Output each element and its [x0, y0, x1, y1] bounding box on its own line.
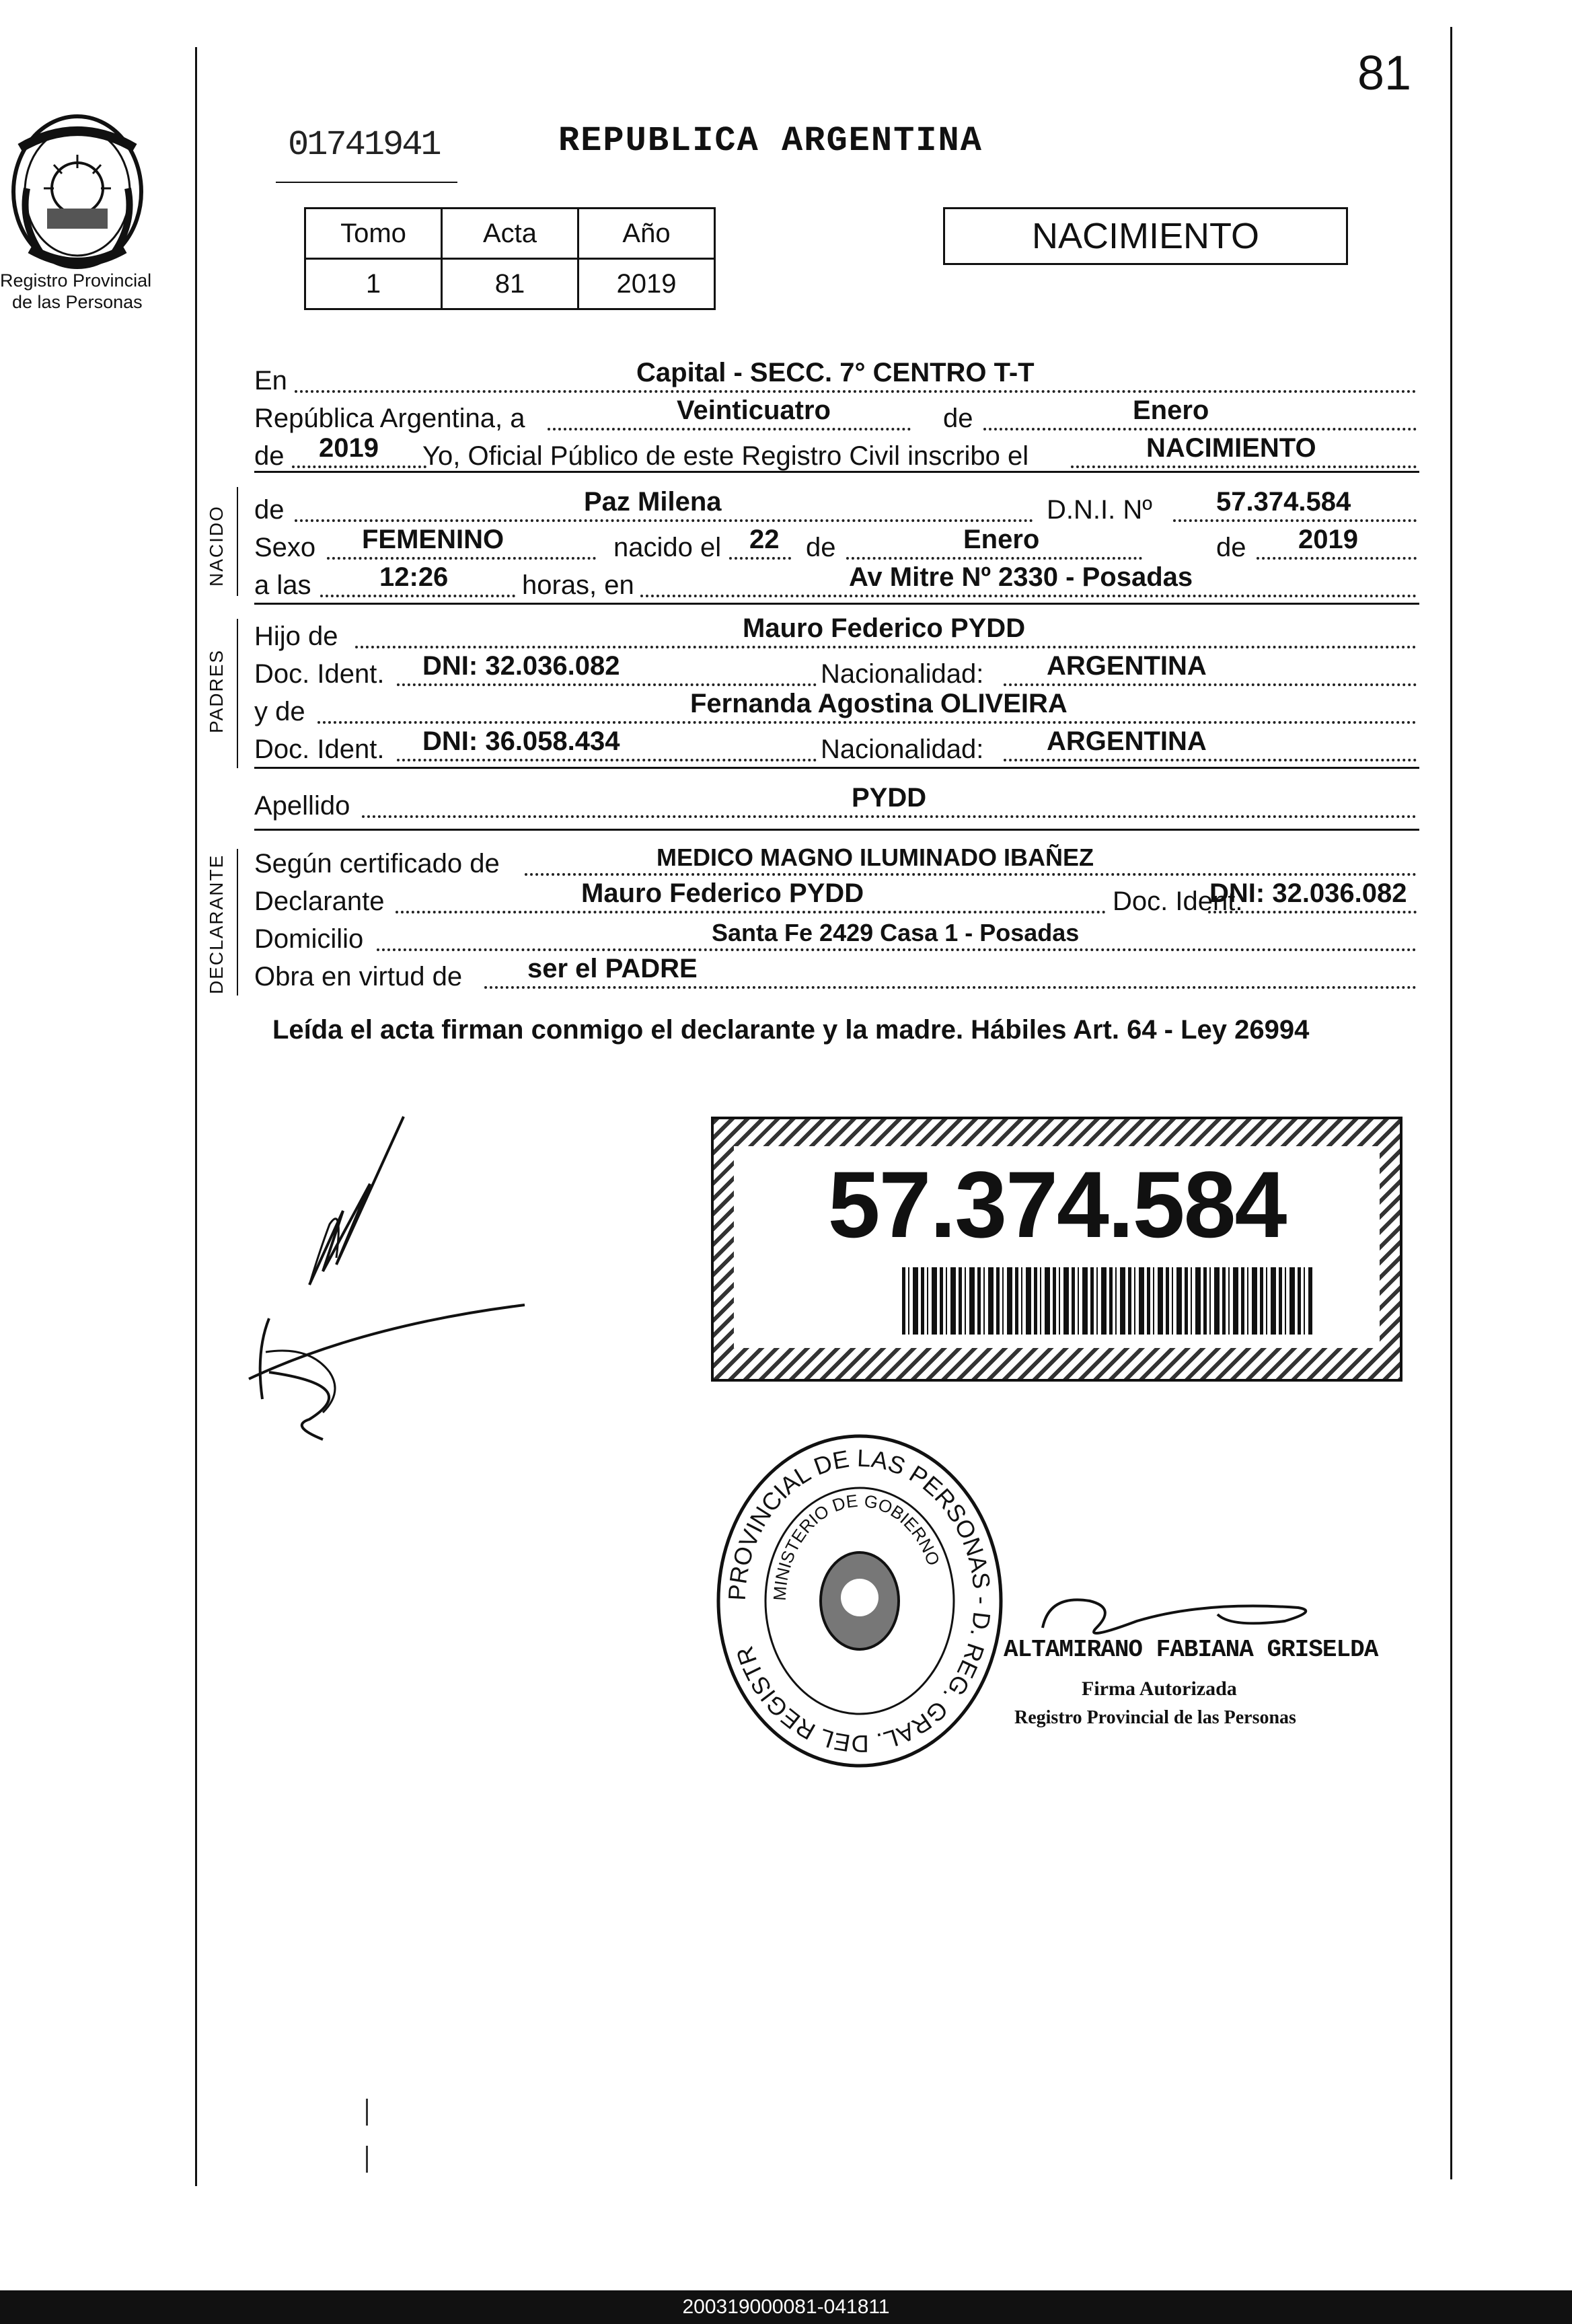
row-nacido-sexo: [254, 525, 1418, 562]
value-child-name: Paz Milena: [584, 487, 722, 517]
label-doc-ident3: Doc. Ident.: [1113, 887, 1243, 916]
label-en: En: [254, 366, 287, 396]
row-republica: [254, 396, 1418, 433]
row-y-de: [254, 689, 1418, 726]
row-domicilio: [254, 916, 1418, 954]
section-divider: [254, 471, 1419, 473]
dotted-line: [484, 986, 1417, 989]
table-value-acta: 81: [442, 259, 578, 309]
table-header-acta: Acta: [442, 209, 578, 259]
value-month: Enero: [1133, 396, 1209, 425]
dotted-line: [396, 911, 1106, 913]
value-mother-nationality: ARGENTINA: [1047, 726, 1207, 756]
label-a-las: a las: [254, 570, 311, 600]
row-certificado: [254, 841, 1418, 878]
dni-barcode: [902, 1267, 1312, 1335]
left-border-line: [195, 47, 197, 2186]
value-year: 2019: [319, 433, 379, 463]
value-address: Santa Fe 2429 Casa 1 - Posadas: [712, 919, 1080, 946]
table-value-ano: 2019: [578, 259, 715, 309]
serial-underline: [276, 182, 457, 183]
value-father-name: Mauro Federico PYDD: [743, 613, 1026, 643]
value-mother-doc: DNI: 36.058.434: [422, 726, 620, 756]
country-title: REPUBLICA ARGENTINA: [558, 121, 983, 161]
value-inscription-type: NACIMIENTO: [1146, 433, 1316, 463]
label-y-de: y de: [254, 697, 305, 726]
dni-badge-inner: [734, 1146, 1380, 1348]
dotted-line: [397, 759, 817, 761]
dotted-line: [295, 519, 1033, 522]
dotted-line: [1173, 519, 1417, 522]
section-divider: [254, 829, 1419, 831]
official-seal: [708, 1426, 1012, 1776]
label-segun-certificado: Según certificado de: [254, 849, 500, 878]
row-obra: [254, 954, 1418, 991]
seal-outer-text: PROVINCIAL DE LAS PERSONAS - D. REG. GRAL. DEL REGISTR: [722, 1444, 997, 1758]
value-father-doc: DNI: 32.036.082: [422, 651, 620, 681]
row-en: [254, 358, 1418, 396]
label-nacionalidad2: Nacionalidad:: [821, 735, 984, 764]
label-de-month: de: [806, 533, 836, 562]
label-de: de: [943, 404, 973, 433]
record-table: [304, 207, 716, 310]
label-domicilio: Domicilio: [254, 924, 364, 954]
value-birth-month: Enero: [963, 525, 1040, 554]
section-label-declarante: DECLARANTE: [206, 854, 227, 994]
value-sexo: FEMENINO: [362, 525, 504, 554]
dotted-line: [1208, 911, 1417, 913]
value-place: Capital - SECC. 7° CENTRO T-T: [636, 358, 1035, 387]
value-birth-place: Av Mitre Nº 2330 - Posadas: [849, 562, 1193, 592]
section-label-padres: PADRES: [206, 648, 227, 733]
value-mother-name: Fernanda Agostina OLIVEIRA: [690, 689, 1068, 718]
official-role: Firma Autorizada: [1082, 1678, 1237, 1700]
value-declarant-doc: DNI: 32.036.082: [1209, 878, 1407, 908]
official-name: ALTAMIRANO FABIANA GRISELDA: [1004, 1636, 1378, 1663]
dni-badge-number: 57.374.584: [827, 1152, 1286, 1257]
label-hijo-de: Hijo de: [254, 622, 338, 651]
table-header-tomo: Tomo: [305, 209, 442, 259]
section-bracket-declarante: [237, 849, 238, 996]
label-de-name: de: [254, 495, 285, 525]
dotted-line: [355, 646, 1417, 648]
margin-mark: [366, 2146, 368, 2173]
row-mother-doc: [254, 726, 1418, 764]
dotted-line: [377, 948, 1417, 951]
section-divider: [254, 603, 1419, 605]
label-nacido-el: nacido el: [613, 533, 722, 562]
label-republica: República Argentina, a: [254, 404, 525, 433]
row-nacido-hora: [254, 562, 1418, 600]
record-table-value-row: [305, 259, 715, 309]
label-de-year2: de: [1216, 533, 1246, 562]
signature-official: [229, 1103, 552, 1453]
page-number: 81: [1357, 46, 1412, 100]
section-bracket-padres: [237, 619, 238, 768]
dotted-line: [295, 390, 1417, 393]
value-certificate: MEDICO MAGNO ILUMINADO IBAÑEZ: [657, 844, 1094, 871]
label-apellido: Apellido: [254, 791, 350, 821]
table-value-tomo: 1: [305, 259, 442, 309]
row-hijo-de: [254, 613, 1418, 651]
label-declarante: Declarante: [254, 887, 385, 916]
value-child-dni: 57.374.584: [1216, 487, 1351, 517]
official-organization: Registro Provincial de las Personas: [1014, 1707, 1296, 1728]
dotted-line: [397, 683, 817, 686]
label-de-year: de: [254, 441, 285, 471]
label-dni: D.N.I. Nº: [1047, 495, 1152, 525]
dotted-line: [362, 815, 1417, 818]
value-capacity: ser el PADRE: [527, 954, 698, 983]
label-obra-en-virtud: Obra en virtud de: [254, 962, 463, 991]
provincia-de-misiones-logo: [0, 108, 155, 283]
dotted-line: [1071, 465, 1417, 468]
row-apellido: [254, 783, 1418, 821]
dotted-line: [1257, 557, 1417, 560]
dotted-line: [729, 557, 791, 560]
row-nacido-nombre: [254, 487, 1418, 525]
dotted-line: [640, 595, 1417, 597]
label-doc-ident2: Doc. Ident.: [254, 735, 385, 764]
registry-label-line1: Registro Provincial: [0, 270, 152, 291]
label-sexo: Sexo: [254, 533, 316, 562]
label-statement: Yo, Oficial Público de este Registro Civil inscribo el: [422, 441, 1029, 471]
label-horas-en: horas, en: [522, 570, 634, 600]
section-label-nacido: NACIDO: [206, 505, 227, 587]
row-inscripcion: [254, 433, 1418, 471]
dotted-line: [1004, 683, 1417, 686]
dni-badge: [711, 1117, 1402, 1382]
dotted-line: [327, 557, 596, 560]
value-birth-day: 22: [749, 525, 780, 554]
row-father-doc: [254, 651, 1418, 689]
right-border-line: [1450, 27, 1452, 2179]
registry-label-line2: de las Personas: [12, 292, 143, 312]
record-table-header-row: [305, 209, 715, 259]
dotted-line: [1004, 759, 1417, 761]
value-birth-year: 2019: [1298, 525, 1358, 554]
dotted-line: [292, 465, 426, 468]
record-type-box: NACIMIENTO: [943, 207, 1348, 265]
label-doc-ident: Doc. Ident.: [254, 659, 385, 689]
dotted-line: [548, 428, 911, 430]
label-nacionalidad: Nacionalidad:: [821, 659, 984, 689]
value-day-words: Veinticuatro: [677, 396, 831, 425]
dotted-line: [320, 595, 515, 597]
value-time: 12:26: [379, 562, 449, 592]
value-father-nationality: ARGENTINA: [1047, 651, 1207, 681]
serial-number: 01741941: [288, 125, 440, 165]
document-footer-code: 200319000081-041811: [0, 2290, 1572, 2324]
table-header-ano: Año: [578, 209, 715, 259]
closing-text: Leída el acta firman conmigo el declarante y la madre. Hábiles Art. 64 - Ley 26994: [272, 1015, 1310, 1045]
dotted-line: [846, 557, 1142, 560]
dotted-line: [525, 873, 1417, 876]
value-apellido: PYDD: [852, 783, 927, 813]
dotted-line: [983, 428, 1417, 430]
margin-mark: [366, 2099, 368, 2126]
section-bracket-nacido: [237, 487, 238, 596]
value-declarant: Mauro Federico PYDD: [581, 878, 864, 908]
seal-inner-text: MINISTERIO DE GOBIERNO: [769, 1490, 944, 1602]
row-declarante: [254, 878, 1418, 916]
dotted-line: [317, 721, 1417, 724]
section-divider: [254, 767, 1419, 769]
